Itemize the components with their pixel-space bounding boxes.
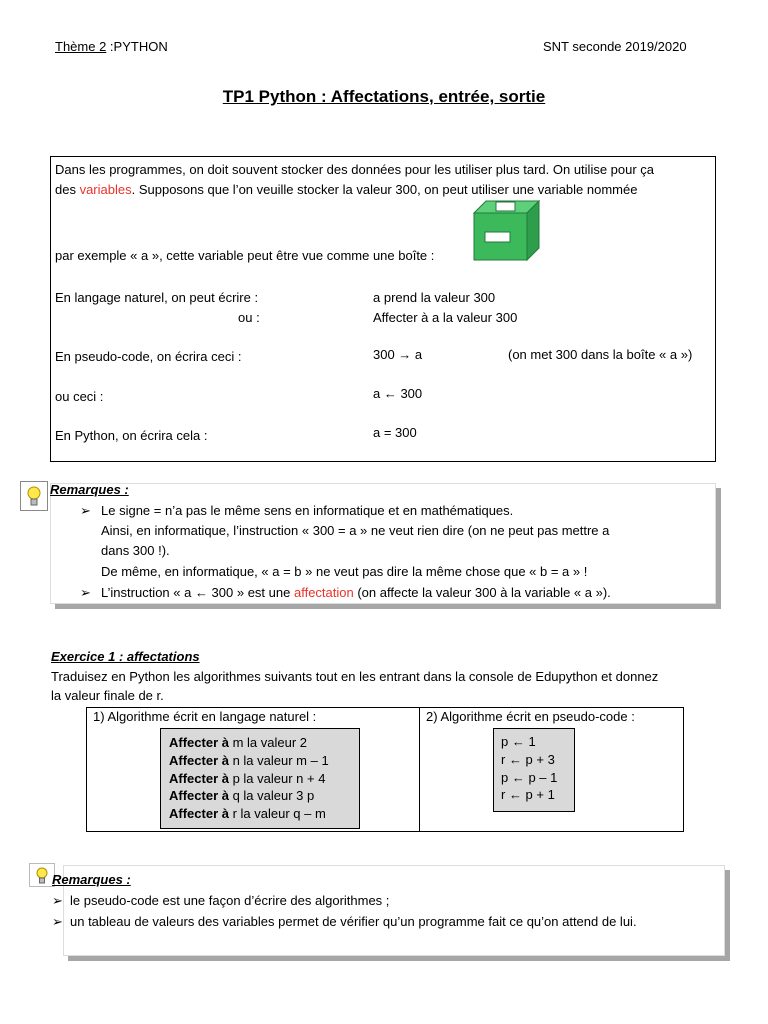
algo-rest: r la valeur q – m — [228, 806, 326, 822]
intro-box — [50, 156, 716, 462]
pseudo-value-2: a ← 300 — [373, 386, 423, 401]
remarks1-bullet2 — [101, 585, 611, 600]
algo-rest: n la valeur m – 1 — [228, 752, 329, 768]
pseudo-note: (on met 300 dans la boîte « a ») — [508, 347, 693, 362]
col1-heading: 1) Algorithme écrit en langage naturel : — [93, 709, 317, 724]
variables-word: variables — [79, 182, 132, 197]
intro-line2-b: . Supposons que l’on veuille stocker la valeur 300, on peut utiliser une variable nommée — [131, 182, 638, 197]
pseudo-value-1: 300 → a — [373, 347, 423, 362]
remarks2-bullet1: le pseudo-code est une façon d’écrire des algorithmes ; — [70, 893, 390, 908]
exercise-title: Exercice 1 : affectations — [51, 649, 200, 664]
python-value: a = 300 — [373, 425, 417, 440]
table-divider — [419, 707, 420, 831]
arrow-bullet-icon: ➢ — [52, 914, 63, 929]
pseudo-algo-line: r ← p + 1 — [501, 787, 555, 803]
exercise-desc-2: la valeur finale de r. — [51, 688, 164, 703]
remarks2-title: Remarques : — [52, 872, 131, 887]
header-theme-prefix: Thème 2 — [55, 39, 107, 54]
natural-algo-line — [169, 770, 329, 788]
intro-line2 — [55, 182, 637, 197]
intro-line3: par exemple « a », cette variable peut être vue comme une boîte : — [55, 248, 435, 263]
affectation-word: affectation — [293, 585, 354, 600]
remarks2-bullet2: un tableau de valeurs des variables permet de vérifier qu’un programme fait ce qu’on attend de lui. — [70, 914, 637, 929]
natural-or: ou : — [238, 310, 260, 325]
natural-value-2: Affecter à a la valeur 300 — [373, 310, 518, 325]
natural-algo-line — [169, 805, 329, 823]
pseudo-label: En pseudo-code, on écrira ceci : — [55, 349, 242, 364]
pseudo-algo-line: r ← p + 3 — [501, 751, 555, 767]
exercise-desc-1: Traduisez en Python les algorithmes suivants tout en les entrant dans la console de Edupython et donnez — [51, 669, 659, 684]
remarks1-line3: dans 300 !). — [101, 543, 170, 558]
header-theme — [55, 39, 168, 54]
box-icon — [473, 199, 541, 262]
pseudo-algo-line: p ← p – 1 — [501, 769, 558, 785]
arrow-bullet-icon: ➢ — [52, 893, 63, 908]
algo-rest: p la valeur n + 4 — [228, 770, 326, 786]
algo-rest: m la valeur 2 — [228, 735, 308, 750]
algo-rest: q la valeur 3 p — [228, 788, 315, 804]
arrow-bullet-icon: ➢ — [80, 503, 91, 518]
remarks1-bullet2-a: L’instruction « a ← 300 » est une — [101, 585, 294, 600]
natural-algo-line — [169, 734, 329, 752]
remarks1-bullet2-b: (on affecte la valeur 300 à la variable « a »). — [353, 585, 611, 600]
pseudo-algo-lines — [501, 733, 557, 804]
ou-ceci-label: ou ceci : — [55, 389, 104, 404]
remarks1-line2: Ainsi, en informatique, l’instruction « 300 = a » ne veut rien dire (on ne peut pas mettre a — [101, 523, 610, 538]
intro-line1: Dans les programmes, on doit souvent stocker des données pour les utiliser plus tard. On utilise pour ça — [55, 162, 655, 177]
header-year: SNT seconde 2019/2020 — [543, 39, 687, 54]
python-label: En Python, on écrira cela : — [55, 428, 208, 443]
intro-line2-a: des — [55, 182, 80, 197]
algo-keyword: Affecter à — [169, 770, 229, 786]
col2-heading: 2) Algorithme écrit en pseudo-code : — [426, 709, 635, 724]
pseudo-algo-line: p ← 1 — [501, 734, 536, 749]
algo-keyword: Affecter à — [169, 752, 229, 768]
remarks1-title: Remarques : — [50, 482, 129, 497]
natural-label: En langage naturel, on peut écrire : — [55, 290, 259, 305]
page-title: TP1 Python : Affectations, entrée, sortie — [222, 87, 546, 106]
lightbulb-icon — [20, 481, 48, 511]
algo-keyword: Affecter à — [169, 806, 229, 822]
remarks1-line4: De même, en informatique, « a = b » ne veut pas dire la même chose que « b = a » ! — [101, 564, 588, 579]
natural-value-1: a prend la valeur 300 — [373, 290, 496, 305]
natural-algo-lines — [169, 734, 329, 823]
natural-algo-line — [169, 752, 329, 770]
arrow-bullet-icon: ➢ — [80, 585, 91, 600]
natural-algo-line — [169, 787, 329, 805]
header-theme-suffix: :PYTHON — [106, 39, 168, 54]
algo-keyword: Affecter à — [169, 788, 229, 804]
remarks2-box — [63, 865, 725, 956]
algo-keyword: Affecter à — [169, 735, 229, 750]
remarks1-bullet1: Le signe = n’a pas le même sens en informatique et en mathématiques. — [101, 503, 514, 518]
